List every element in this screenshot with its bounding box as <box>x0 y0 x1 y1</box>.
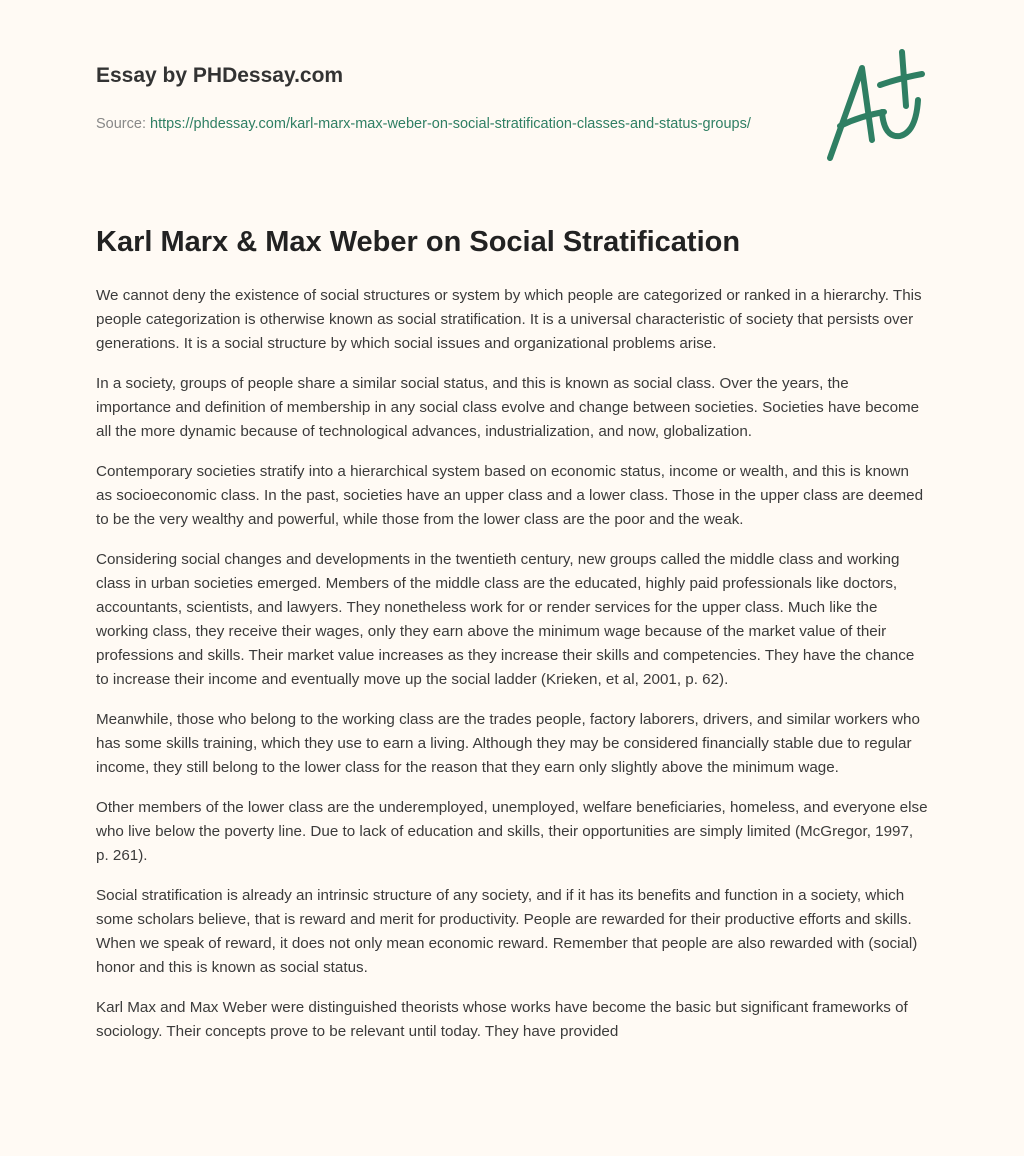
paragraph: In a society, groups of people share a similar social status, and this is known as social class. Over the years, the importance and definition of membership in any social class evolve and change between societies. Societies have become all the more dynamic because of technological advances, industrialization, and now, globalization. <box>96 375 920 440</box>
paragraph: Social stratification is already an intrinsic structure of any society, and if it has its benefits and function in a society, which some scholars believe, that is reward and merit for productivity. People are rewarded for their productive efforts and skills. When we speak of reward, it does not only mean economic reward. Remember that people are also rewarded with (social) honor and this is known as social status. <box>96 887 918 976</box>
source-line <box>96 112 776 136</box>
paragraph: Meanwhile, those who belong to the working class are the trades people, factory laborers, drivers, and similar workers who has some skills training, which they use to earn a living. Although they may be considered financially stable due to regular income, they still belong to the lower class for the reason that they earn only slightly above the minimum wage. <box>96 711 920 776</box>
source-link[interactable]: https://phdessay.com/karl-marx-max-weber-on-social-stratification-classes-and-status-groups/ <box>150 116 751 132</box>
paragraph: Considering social changes and developments in the twentieth century, new groups called the middle class and working class in urban societies emerged. Members of the middle class are the educated, highly paid professionals like doctors, accountants, scientists, and lawyers. They nonetheless work for or render services for the upper class. Much like the working class, they receive their wages, only they earn above the minimum wage because of the market value of their professions and skills. Their market value increases as they increase their skills and competencies. They have the chance to increase their income and eventually move up the social ladder (Krieken, et al, 2001, p. 62). <box>96 551 915 688</box>
a-plus-logo <box>820 40 930 165</box>
site-brand: Essay by PHDessay.com <box>96 64 344 87</box>
source-label: Source: <box>96 116 146 132</box>
paragraph: We cannot deny the existence of social structures or system by which people are categorized or ranked in a hierarchy. This people categorization is otherwise known as social stratification. It is a universal characteristic of society that persists over generations. It is a social structure by which social issues and organizational problems arise. <box>96 287 922 352</box>
paragraph: Other members of the lower class are the underemployed, unemployed, welfare beneficiaries, homeless, and everyone else who live below the poverty line. Due to lack of education and skills, their opportunities are simply limited (McGregor, 1997, p. 261). <box>96 799 928 864</box>
paragraph: Contemporary societies stratify into a hierarchical system based on economic status, income or wealth, and this is known as socioeconomic class. In the past, societies have an upper class and a lower class. Those in the upper class are deemed to be the very wealthy and powerful, while those from the lower class are the poor and the weak. <box>96 463 924 528</box>
essay-title: Karl Marx & Max Weber on Social Stratification <box>96 226 741 258</box>
paragraph: Karl Max and Max Weber were distinguished theorists whose works have become the basic but significant frameworks of sociology. Their concepts prove to be relevant until today. They have provided <box>96 999 908 1040</box>
essay-body <box>96 284 928 1060</box>
